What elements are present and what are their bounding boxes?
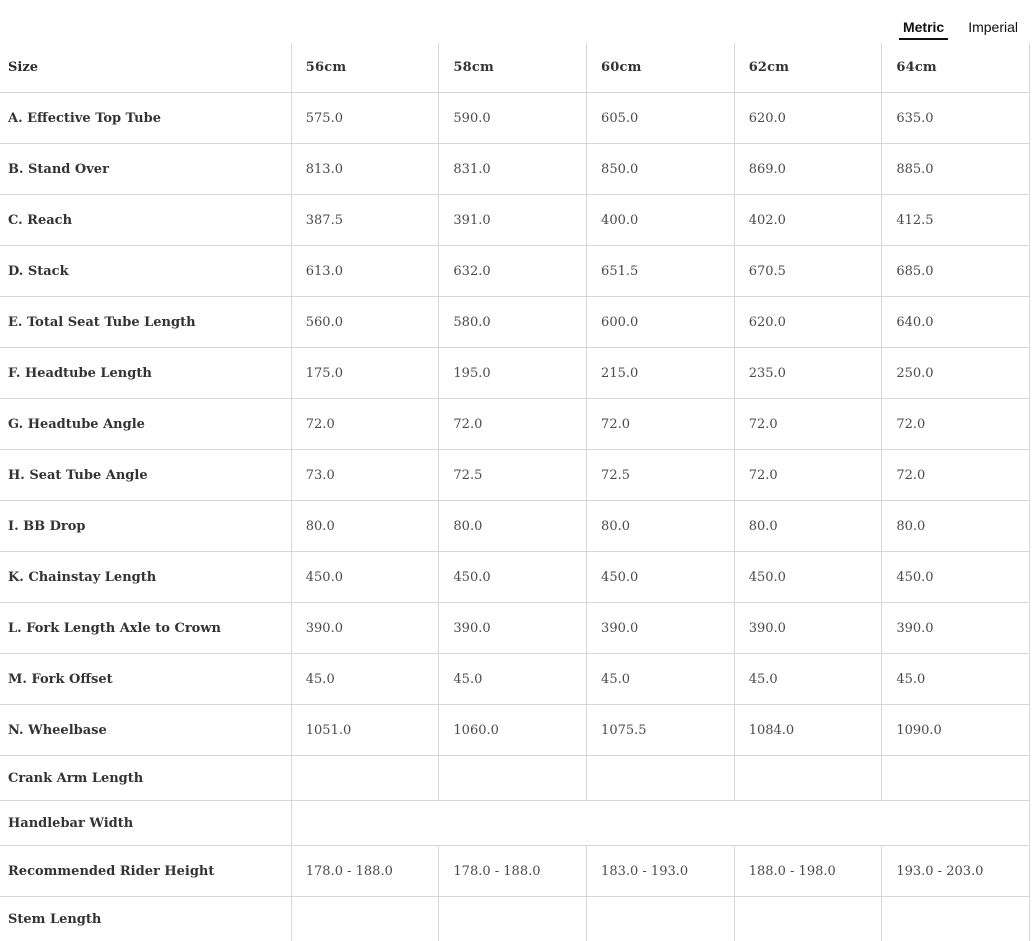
row-label: H. Seat Tube Angle	[0, 450, 291, 501]
size-header-62cm: 62cm	[734, 43, 882, 93]
table-cell: 73.0	[291, 450, 439, 501]
table-cell: 575.0	[291, 93, 439, 144]
table-cell: 1084.0	[734, 705, 882, 756]
row-label: N. Wheelbase	[0, 705, 291, 756]
table-cell: 45.0	[734, 654, 882, 705]
table-cell	[734, 897, 882, 941]
table-cell: 391.0	[439, 195, 587, 246]
table-cell: 1051.0	[291, 705, 439, 756]
table-cell: 590.0	[439, 93, 587, 144]
row-label: Stem Length	[0, 897, 291, 941]
row-label: E. Total Seat Tube Length	[0, 297, 291, 348]
table-cell: 605.0	[587, 93, 735, 144]
row-label: B. Stand Over	[0, 144, 291, 195]
row-label: C. Reach	[0, 195, 291, 246]
table-row	[0, 501, 1030, 552]
table-row	[0, 195, 1030, 246]
table-cell: 72.0	[882, 450, 1030, 501]
table-cell: 450.0	[882, 552, 1030, 603]
table-cell: 80.0	[587, 501, 735, 552]
table-cell: 80.0	[734, 501, 882, 552]
table-row	[0, 399, 1030, 450]
table-cell: 450.0	[587, 552, 735, 603]
table-cell-merged	[291, 801, 1029, 846]
table-cell: 188.0 - 198.0	[734, 846, 882, 897]
table-cell: 193.0 - 203.0	[882, 846, 1030, 897]
row-label: L. Fork Length Axle to Crown	[0, 603, 291, 654]
table-cell: 412.5	[882, 195, 1030, 246]
row-label: Handlebar Width	[0, 801, 291, 846]
row-label: Crank Arm Length	[0, 756, 291, 801]
table-cell: 869.0	[734, 144, 882, 195]
table-cell: 850.0	[587, 144, 735, 195]
table-row	[0, 450, 1030, 501]
table-row	[0, 756, 1030, 801]
table-cell	[291, 756, 439, 801]
table-cell: 72.0	[882, 399, 1030, 450]
table-row	[0, 654, 1030, 705]
table-cell: 387.5	[291, 195, 439, 246]
table-cell: 813.0	[291, 144, 439, 195]
table-cell: 390.0	[882, 603, 1030, 654]
table-row	[0, 246, 1030, 297]
table-cell: 1090.0	[882, 705, 1030, 756]
table-cell: 72.0	[734, 450, 882, 501]
table-cell: 580.0	[439, 297, 587, 348]
table-row	[0, 348, 1030, 399]
table-cell: 215.0	[587, 348, 735, 399]
table-cell: 72.0	[587, 399, 735, 450]
table-row	[0, 801, 1030, 846]
table-cell: 178.0 - 188.0	[439, 846, 587, 897]
table-cell	[734, 756, 882, 801]
table-cell: 613.0	[291, 246, 439, 297]
size-header-58cm: 58cm	[439, 43, 587, 93]
table-cell: 632.0	[439, 246, 587, 297]
table-cell: 685.0	[882, 246, 1030, 297]
row-label: G. Headtube Angle	[0, 399, 291, 450]
table-cell	[882, 756, 1030, 801]
table-cell: 1060.0	[439, 705, 587, 756]
table-cell: 450.0	[291, 552, 439, 603]
table-cell: 80.0	[291, 501, 439, 552]
table-cell: 72.0	[734, 399, 882, 450]
table-cell: 831.0	[439, 144, 587, 195]
table-header-row	[0, 43, 1030, 93]
table-cell	[587, 897, 735, 941]
table-cell: 235.0	[734, 348, 882, 399]
table-cell: 600.0	[587, 297, 735, 348]
table-cell	[439, 756, 587, 801]
row-label: I. BB Drop	[0, 501, 291, 552]
table-cell	[439, 897, 587, 941]
table-cell: 178.0 - 188.0	[291, 846, 439, 897]
table-cell: 620.0	[734, 93, 882, 144]
table-cell: 45.0	[439, 654, 587, 705]
table-row	[0, 846, 1030, 897]
row-label: K. Chainstay Length	[0, 552, 291, 603]
table-cell: 390.0	[734, 603, 882, 654]
size-header-60cm: 60cm	[587, 43, 735, 93]
table-cell: 400.0	[587, 195, 735, 246]
row-label: A. Effective Top Tube	[0, 93, 291, 144]
row-label: F. Headtube Length	[0, 348, 291, 399]
table-cell: 402.0	[734, 195, 882, 246]
table-cell: 390.0	[439, 603, 587, 654]
table-cell: 72.5	[587, 450, 735, 501]
imperial-tab[interactable]: Imperial	[964, 17, 1022, 38]
table-cell: 45.0	[291, 654, 439, 705]
size-column-header: Size	[0, 43, 291, 93]
table-cell: 450.0	[734, 552, 882, 603]
table-cell: 885.0	[882, 144, 1030, 195]
size-header-64cm: 64cm	[882, 43, 1030, 93]
table-row	[0, 552, 1030, 603]
table-row	[0, 603, 1030, 654]
table-cell: 183.0 - 193.0	[587, 846, 735, 897]
table-cell: 45.0	[587, 654, 735, 705]
table-cell: 651.5	[587, 246, 735, 297]
metric-tab[interactable]: Metric	[899, 17, 948, 40]
table-cell: 620.0	[734, 297, 882, 348]
table-cell	[587, 756, 735, 801]
table-cell: 450.0	[439, 552, 587, 603]
geometry-table	[0, 43, 1030, 941]
table-cell: 670.5	[734, 246, 882, 297]
table-cell: 80.0	[882, 501, 1030, 552]
table-row	[0, 297, 1030, 348]
table-cell: 390.0	[587, 603, 735, 654]
table-cell: 72.5	[439, 450, 587, 501]
table-row	[0, 93, 1030, 144]
table-row	[0, 705, 1030, 756]
unit-toggle	[899, 17, 1022, 39]
table-cell: 635.0	[882, 93, 1030, 144]
table-cell: 250.0	[882, 348, 1030, 399]
table-cell: 1075.5	[587, 705, 735, 756]
table-cell: 80.0	[439, 501, 587, 552]
table-cell: 390.0	[291, 603, 439, 654]
table-cell	[882, 897, 1030, 941]
table-cell: 45.0	[882, 654, 1030, 705]
table-cell	[291, 897, 439, 941]
table-cell: 175.0	[291, 348, 439, 399]
table-cell: 640.0	[882, 297, 1030, 348]
table-cell: 560.0	[291, 297, 439, 348]
size-header-56cm: 56cm	[291, 43, 439, 93]
table-row	[0, 144, 1030, 195]
table-row	[0, 897, 1030, 941]
row-label: M. Fork Offset	[0, 654, 291, 705]
row-label: D. Stack	[0, 246, 291, 297]
row-label: Recommended Rider Height	[0, 846, 291, 897]
table-cell: 72.0	[439, 399, 587, 450]
table-cell: 72.0	[291, 399, 439, 450]
table-cell: 195.0	[439, 348, 587, 399]
